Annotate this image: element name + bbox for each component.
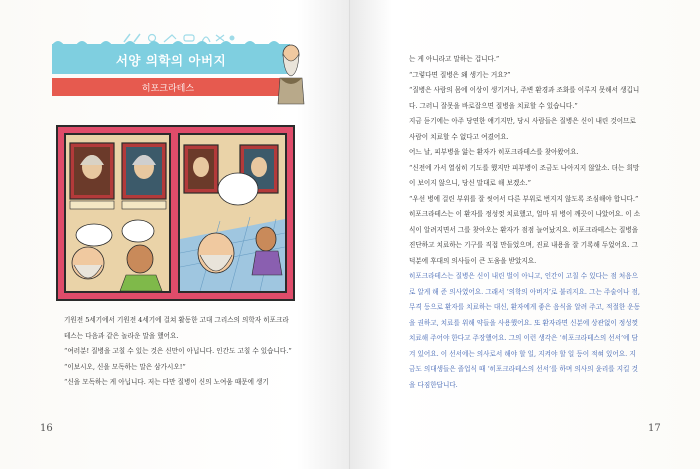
paragraph: “우선 병에 걸린 부위를 잘 씻어서 다른 부위로 번지지 않도록 조심해야 합니다.” [409,194,639,203]
page-number-right: 17 [648,423,661,434]
paragraph: “질병은 사람의 몸에 이상이 생기거나, 주변 환경과 조화를 이루지 못해서 생깁니다. 그러니 잘못을 바로잡으면 질병을 치료할 수 있습니다.” [409,86,640,110]
highlighted-paragraph: 히포크라테스는 질병은 신이 내린 벌이 아니고, 인간이 고칠 수 있다는 점 처음으로 알게 해 준 의사였어요. 그래서 ‘의학의 아버지’로 불리지요. 그는 주술이나 점, 무격 등으로 환자를 치료하는 대신, 환자에게 좋은 음식을 알려 주고, 적절한 운동을 권하고, 치료를 위해 약들을 사용했어요. 또 환자라면 신분에 상관없이 정성껏 치료해 주어야 한다고 주장했어요. 그의 이런 생각은 ‘히포크라테스의 선서’에 담겨 있어요. 이 선서에는 의사로서 해야 할 일, 지켜야 할 일 등이 적혀 있어요. 지금도 의대생들은 졸업식 때 ‘히포크라테스의 선서’를 하며 의사의 윤리를 지킬 것을 다짐한답니다. [409,272,641,389]
hippocrates-portrait-illustration [276,44,306,106]
left-body-text [64,313,294,391]
chapter-title: 서양 의학의 아버지 [115,53,227,68]
paragraph: “그렇다면 질병은 왜 생기는 거요?” [409,70,511,79]
paragraph: 어느 날, 피부병을 앓는 환자가 히포크라테스를 찾아왔어요. [409,148,579,156]
paragraph: 기원전 5세기에서 기원전 4세기에 걸쳐 활동한 고대 그리스의 의학자 히포크라테스는 다음과 같은 놀라운 말을 했어요. [64,316,289,340]
title-band [52,44,290,74]
paragraph: “신을 모독하는 게 아닙니다. 저는 다만 질병이 신의 노여움 때문에 생기 [64,378,269,386]
paragraph: “신전에 가서 열심히 기도를 했지만 피부병이 조금도 나아지지 않았소. 더는 희망이 보이지 않으니, 당신 말대로 해 보겠소.” [409,163,640,187]
page-number-left: 16 [40,423,53,434]
paragraph: 히포크라테스는 이 환자를 정성껏 치료했고, 얼마 뒤 병이 깨끗이 나았어요. 이 소식이 알려지면서 그를 찾아오는 환자가 점점 늘어났지요. 히포크라테스는 질병을 진단하고 치료하는 기구를 직접 만들었으며, 진료 내용을 잘 기록해 두었어요. 그 덕분에 후대의 의사들이 큰 도움을 받았지요. [409,210,641,265]
paragraph: “이보시오, 신을 모독하는 말은 삼가시오!” [64,362,186,371]
right-body-text [409,52,641,393]
comic-panel-1 [64,133,171,293]
comic-panel-2 [178,133,287,293]
paragraph: “여러분! 질병을 고칠 수 있는 것은 신만이 아닙니다. 인간도 고칠 수 있습니다.” [64,347,292,355]
chapter-subtitle: 히포크라테스 [141,84,195,94]
subtitle-band [52,78,284,96]
comic-illustration [56,125,295,301]
paragraph: 는 게 아니라고 말하는 겁니다.” [409,55,500,63]
paragraph: 지금 듣기에는 아주 당연한 얘기지만, 당시 사람들은 질병은 신이 내린 것이므로 사람이 치료할 수 없다고 여겼어요. [409,117,636,141]
